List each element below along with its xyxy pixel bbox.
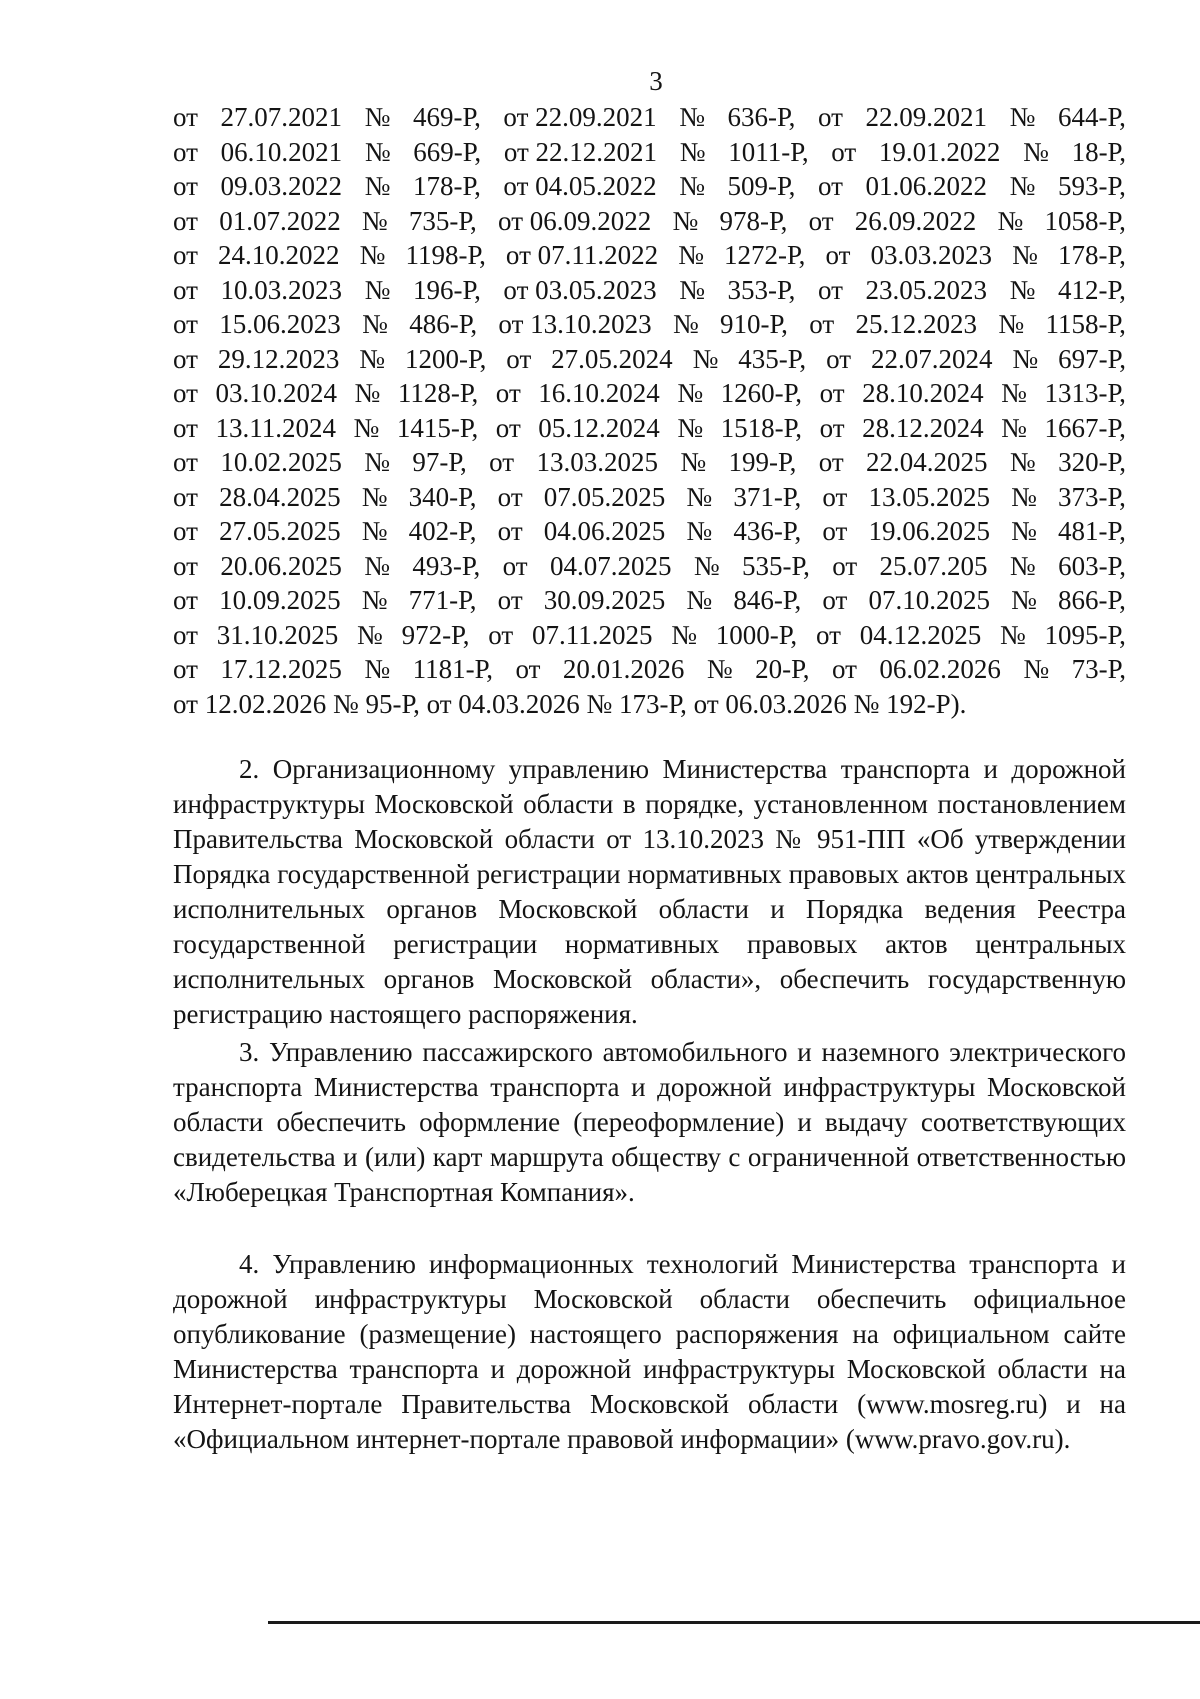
reference-token: от (173, 136, 198, 167)
reference-token: 535-Р, (741, 550, 810, 581)
reference-token: 06.10.2021 (220, 136, 343, 167)
reference-token: 1415-Р, (396, 412, 479, 443)
reference-line (173, 480, 1126, 515)
reference-token: 73-Р, (1071, 654, 1126, 684)
reference-token: от (502, 550, 528, 581)
reference-token: 1518-Р, (720, 412, 803, 443)
reference-token: от (822, 585, 848, 615)
reference-line (173, 618, 1126, 653)
reference-token: от 07.11.2022 (505, 240, 659, 270)
reference-token: от (173, 309, 198, 339)
reference-token: 29.12.2023 (217, 343, 340, 374)
reference-token: 25.07.205 (879, 550, 988, 581)
reference-token: 771-Р, (408, 585, 477, 615)
paragraph-3-text: 3. Управлению пассажирского автомобильного и наземного электрического транспорта Министерства транспорта и дорожной инфраструктуры Московской области обеспечить оформление (переоформление) и выдачу соответствующих свидетельства и (или) карт маршрута обществу с ограниченной ответственностью «Люберецкая Транспортная Компания». (173, 1037, 1126, 1207)
reference-token: от 03.05.2023 (503, 274, 657, 305)
reference-token: от (495, 412, 521, 443)
reference-token: 1095-Р, (1044, 619, 1126, 650)
reference-token: от (495, 378, 521, 408)
reference-token: № (364, 274, 391, 305)
reference-token: № (1009, 550, 1036, 581)
reference-token: № (353, 412, 380, 443)
reference-token: 486-Р, (409, 309, 478, 339)
reference-token: от (825, 240, 851, 270)
reference-token: 373-Р, (1057, 481, 1126, 512)
reference-token: от 04.05.2022 (503, 171, 657, 201)
reference-token: 1260-Р, (720, 378, 803, 408)
reference-token: от (173, 585, 198, 615)
reference-token: от (818, 447, 844, 477)
reference-token: № (686, 585, 713, 615)
reference-token: № (679, 171, 705, 201)
reference-token: 481-Р, (1057, 516, 1126, 546)
reference-token: № (679, 136, 706, 167)
reference-token: 28.10.2024 (862, 378, 984, 408)
reference-token: 19.06.2025 (868, 516, 990, 546)
reference-token: 13.11.2024 (215, 412, 336, 443)
reference-token: 353-Р, (727, 274, 796, 305)
reference-token: от (497, 585, 523, 615)
reference-token: № (1009, 447, 1036, 477)
reference-token: 1198-Р, (405, 240, 486, 270)
page-number: 3 (649, 66, 663, 96)
reference-token: 04.12.2025 (859, 619, 982, 650)
reference-token: от (173, 102, 198, 132)
reference-token: 27.05.2025 (219, 516, 341, 546)
reference-line (173, 169, 1126, 204)
paragraph-4 (173, 1247, 1126, 1457)
reference-token: 07.10.2025 (868, 585, 990, 615)
reference-token: 07.11.2025 (531, 619, 653, 650)
reference-token: 1667-Р, (1044, 412, 1126, 443)
reference-token: № (679, 274, 705, 305)
reference-token: 178-Р, (412, 171, 481, 201)
reference-token: от (497, 481, 523, 512)
reference-token: 01.07.2022 (219, 205, 341, 236)
paragraph-2 (173, 752, 1126, 1032)
reference-line (173, 652, 1126, 687)
reference-token: № (1011, 516, 1037, 546)
reference-token: 22.09.2021 (865, 102, 988, 132)
reference-token: 09.03.2022 (220, 171, 343, 201)
reference-line (173, 135, 1126, 170)
reference-token: № (1023, 136, 1049, 167)
reference-token: 28.12.2024 (862, 412, 984, 443)
reference-line (173, 411, 1126, 446)
reference-token: от (173, 412, 198, 443)
reference-token: 04.07.2025 (549, 550, 672, 581)
reference-token: 04.06.2025 (543, 516, 666, 546)
reference-token: 910-Р, (720, 309, 788, 339)
reference-token: № (364, 550, 390, 581)
reference-token: 13.05.2025 (868, 481, 990, 512)
reference-token: № (678, 240, 704, 270)
reference-token: 03.10.2024 (215, 378, 337, 408)
reference-token: 25.12.2023 (855, 309, 978, 339)
reference-token: № (998, 309, 1025, 339)
reference-line-last: от 12.02.2026 № 95-Р, от 04.03.2026 № 173-Р, от 06.03.2026 № 192-Р). (173, 688, 967, 719)
reference-token: от (173, 274, 198, 305)
reference-token: № (1009, 274, 1036, 305)
reference-token: № (362, 309, 388, 339)
reference-token: 27.07.2021 (220, 102, 343, 132)
reference-token: 10.03.2023 (220, 274, 343, 305)
reference-token: № (1023, 654, 1050, 684)
reference-list (173, 100, 1126, 721)
reference-token: 1181-Р, (412, 654, 494, 684)
reference-token: 1200-Р, (404, 343, 487, 374)
reference-token: от (818, 274, 843, 305)
reference-line (173, 100, 1126, 135)
reference-token: № (1012, 240, 1038, 270)
reference-token: от (173, 240, 198, 270)
reference-token: 978-Р, (719, 205, 788, 236)
reference-token: 371-Р, (733, 481, 802, 512)
reference-token: № (364, 447, 390, 477)
reference-token: 199-Р, (728, 447, 797, 477)
reference-token: № (361, 516, 388, 546)
reference-token: № (1012, 343, 1039, 374)
reference-line (173, 445, 1126, 480)
reference-token: 1000-Р, (715, 619, 798, 650)
reference-token: № (1001, 412, 1027, 443)
reference-token: от (173, 171, 198, 201)
reference-token: 10.09.2025 (219, 585, 341, 615)
reference-line (173, 307, 1126, 342)
reference-token: № (677, 378, 704, 408)
reference-token: от (173, 619, 198, 650)
paragraph-3 (173, 1035, 1126, 1210)
reference-token: от (819, 412, 845, 443)
reference-token: 697-Р, (1058, 343, 1126, 374)
reference-token: 1158-Р, (1045, 309, 1126, 339)
reference-token: 01.06.2022 (865, 171, 988, 201)
reference-token: 23.05.2023 (865, 274, 988, 305)
reference-token: № (361, 205, 388, 236)
paragraph-4-text: 4. Управлению информационных технологий Министерства транспорта и дорожной инфраструктуры Московской области обеспечить официальное опубликование (размещение) настоящего распоряжения на официальном сайте Министерства транспорта и дорожной инфраструктуры Московской области на Интернет-портале Правительства Московской области (www.mosreg.ru) и на «Официальном интернет-портале правовой информации» (www.pravo.gov.ru). (173, 1249, 1126, 1454)
reference-token: 22.07.2024 (870, 343, 993, 374)
reference-token: 866-Р, (1057, 585, 1126, 615)
reference-token: 06.02.2026 (879, 654, 1001, 684)
reference-token: от (173, 205, 198, 236)
reference-token: от 22.12.2021 (503, 136, 658, 167)
reference-token: 469-Р, (412, 102, 481, 132)
reference-token: 644-Р, (1057, 102, 1126, 132)
reference-line (173, 514, 1126, 549)
reference-token: 13.03.2025 (536, 447, 658, 477)
reference-token: от (808, 205, 834, 236)
reference-token: 412-Р, (1057, 274, 1126, 305)
reference-token: 31.10.2025 (216, 619, 339, 650)
reference-token: от (831, 136, 857, 167)
reference-token: от (826, 343, 852, 374)
reference-token: № (1009, 102, 1036, 132)
reference-token: от (818, 171, 843, 201)
reference-token: 603-Р, (1058, 550, 1126, 581)
reference-token: № (679, 102, 705, 132)
reference-token: № (672, 309, 699, 339)
reference-token: 436-Р, (733, 516, 802, 546)
reference-token: 846-Р, (733, 585, 802, 615)
reference-token: 24.10.2022 (218, 240, 340, 270)
reference-token: № (677, 412, 704, 443)
reference-token: от (818, 102, 843, 132)
reference-token: от (173, 343, 198, 374)
reference-token: № (1011, 481, 1037, 512)
reference-line (173, 342, 1126, 377)
reference-token: от (831, 654, 857, 684)
reference-token: 178-Р, (1057, 240, 1126, 270)
reference-token: № (997, 205, 1024, 236)
reference-token: № (693, 550, 720, 581)
reference-token: от (173, 447, 198, 477)
reference-line (173, 583, 1126, 618)
reference-token: 20.01.2026 (562, 654, 685, 684)
reference-token: 593-Р, (1057, 171, 1126, 201)
reference-token: № (364, 136, 391, 167)
reference-token: 28.04.2025 (219, 481, 341, 512)
reference-token: 10.02.2025 (220, 447, 342, 477)
reference-token: № (706, 654, 733, 684)
reference-token: 18-Р, (1071, 136, 1126, 167)
reference-token: 22.04.2025 (866, 447, 988, 477)
reference-line (173, 273, 1126, 308)
reference-token: 27.05.2024 (551, 343, 673, 374)
reference-token: № (999, 619, 1026, 650)
reference-token: № (357, 619, 383, 650)
reference-token: 07.05.2025 (543, 481, 666, 512)
reference-token: 26.09.2022 (854, 205, 977, 236)
reference-token: 1272-Р, (724, 240, 806, 270)
reference-token: 435-Р, (738, 343, 807, 374)
reference-token: 402-Р, (408, 516, 477, 546)
reference-token: № (1011, 585, 1037, 615)
reference-line (173, 549, 1126, 584)
reference-token: № (672, 205, 699, 236)
reference-token: от (173, 550, 198, 581)
reference-token: 493-Р, (412, 550, 481, 581)
reference-token: от (506, 343, 532, 374)
reference-token: от (822, 481, 848, 512)
reference-token: 1058-Р, (1044, 205, 1126, 236)
reference-line (173, 238, 1126, 273)
reference-token: № (1009, 171, 1036, 201)
reference-token: 17.12.2025 (220, 654, 342, 684)
reference-token: от (497, 516, 523, 546)
reference-token: 20-Р, (755, 654, 810, 684)
reference-token: от (832, 550, 858, 581)
reference-token: 20.06.2025 (220, 550, 342, 581)
reference-token: 972-Р, (401, 619, 470, 650)
reference-token: 509-Р, (727, 171, 796, 201)
reference-token: от (515, 654, 541, 684)
reference-token: 30.09.2025 (543, 585, 666, 615)
reference-token: № (354, 378, 381, 408)
reference-token: 1313-Р, (1044, 378, 1126, 408)
reference-token: от 13.10.2023 (498, 309, 652, 339)
reference-token: 669-Р, (413, 136, 482, 167)
reference-token: от 22.09.2021 (503, 102, 657, 132)
reference-token: № (364, 102, 391, 132)
reference-token: № (361, 585, 388, 615)
reference-token: 97-Р, (412, 447, 467, 477)
reference-token: от (488, 619, 514, 650)
reference-token: 19.01.2022 (878, 136, 1001, 167)
reference-token: 15.06.2023 (219, 309, 341, 339)
bottom-rule (268, 1621, 1200, 1624)
reference-token: 196-Р, (412, 274, 481, 305)
reference-token: № (1001, 378, 1027, 408)
reference-token: 735-Р, (408, 205, 477, 236)
reference-token: от (173, 654, 198, 684)
reference-token: № (359, 240, 386, 270)
reference-token: от (489, 447, 515, 477)
reference-token: 1128-Р, (397, 378, 479, 408)
reference-token: № (364, 654, 391, 684)
reference-token: 16.10.2024 (538, 378, 660, 408)
reference-token: от (173, 378, 198, 408)
reference-token: № (359, 343, 386, 374)
reference-token: от 06.09.2022 (498, 205, 652, 236)
reference-token: от (173, 516, 198, 546)
reference-token: 636-Р, (727, 102, 796, 132)
reference-token: 03.03.2023 (870, 240, 993, 270)
reference-token: от (819, 378, 845, 408)
reference-token: от (815, 619, 841, 650)
reference-token: № (686, 516, 713, 546)
reference-line (173, 204, 1126, 239)
reference-token: от (809, 309, 835, 339)
reference-token: 320-Р, (1058, 447, 1126, 477)
reference-token: от (822, 516, 848, 546)
reference-token: № (686, 481, 713, 512)
reference-token: 05.12.2024 (538, 412, 660, 443)
reference-token: 1011-Р, (728, 136, 809, 167)
reference-token: № (364, 171, 391, 201)
reference-token: № (692, 343, 719, 374)
reference-token: № (671, 619, 698, 650)
reference-line (173, 376, 1126, 411)
reference-token: от (173, 481, 198, 512)
reference-token: № (361, 481, 388, 512)
paragraph-2-text: 2. Организационному управлению Министерства транспорта и дорожной инфраструктуры Московской области в порядке, установленном постановлением Правительства Московской области от 13.10.2023 № 951-ПП «Об утверждении Порядка государственной регистрации нормативных правовых актов центральных исполнительных органов Московской области и Порядка ведения Реестра государственной регистрации нормативных правовых актов центральных исполнительных органов Московской области», обеспечить государственную регистрацию настоящего распоряжения. (173, 754, 1126, 1029)
reference-token: № (680, 447, 707, 477)
reference-token: 340-Р, (408, 481, 477, 512)
